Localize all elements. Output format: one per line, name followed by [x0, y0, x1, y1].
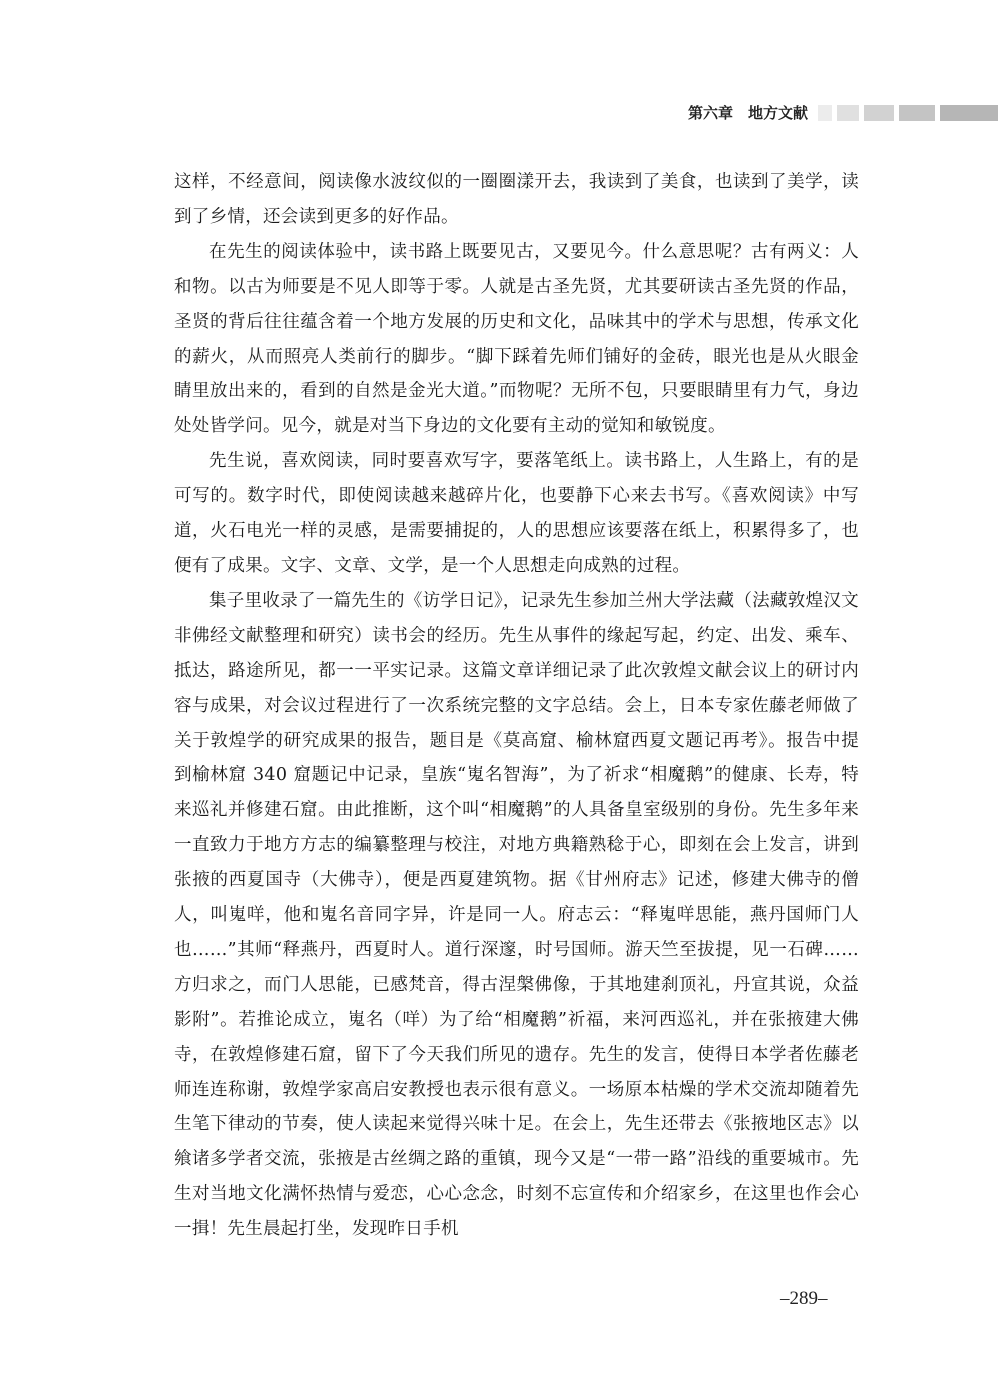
paragraph: 集子里收录了一篇先生的《访学日记》，记录先生参加兰州大学法藏（法藏敦煌汉文非佛经文献整理和研究）读书会的经历。先生从事件的缘起写起，约定、出发、乘车、抵达，路途所见，都一一平实记录。这篇文章详细记录了此次敦煌文献会议上的研讨内容与成果，对会议过程进行了一次系统完整的文字总结。会上，日本专家佐藤老师做了关于敦煌学的研究成果的报告，题目是《莫高窟、榆林窟西夏文题记再考》。报告中提到榆林窟 340 窟题记中记录，皇族“嵬名智海”，为了祈求“相魔鹅”的健康、长寿，特来巡礼并修建石窟。由此推断，这个叫“相魔鹅”的人具备皇室级别的身份。先生多年来一直致力于地方方志的编纂整理与校注，对地方典籍熟稔于心，即刻在会上发言，讲到张掖的西夏国寺（大佛寺），便是西夏建筑物。据《甘州府志》记述，修建大佛寺的僧人，叫嵬咩，他和嵬名音同字异，许是同一人。府志云：“释嵬咩思能，燕丹国师门人也……”其师“释燕丹，西夏时人。道行深邃，时号国师。游天竺至拔提，见一石碑……方归求之，而门人思能，已感梵音，得古涅槃佛像，于其地建刹顶礼，丹宣其说，众益影附”。若推论成立，嵬名（咩）为了给“相魔鹅”祈福，来河西巡礼，并在张掖建大佛寺，在敦煌修建石窟，留下了今天我们所见的遗存。先生的发言，使得日本学者佐藤老师连连称谢，敦煌学家高启安教授也表示很有意义。一场原本枯燥的学术交流却随着先生笔下律动的节奏，使人读起来觉得兴味十足。在会上，先生还带去《张掖地区志》以飨诸多学者交流，张掖是古丝绸之路的重镇，现今又是“一带一路”沿线的重要城市。先生对当地文化满怀热情与爱恋，心心念念，时刻不忘宣传和介绍家乡，在这里也作会心一揖！先生晨起打坐，发现昨日手机 [174, 590, 859, 1240]
header-decoration-bars [818, 105, 998, 121]
header-bar [818, 105, 832, 121]
header-bar [864, 105, 894, 121]
body-text [174, 165, 859, 1247]
header-bar [837, 105, 859, 121]
header-bar [940, 105, 998, 121]
page-number: –289– [780, 1288, 828, 1309]
chapter-title: 第六章 地方文献 [687, 104, 808, 122]
running-header [0, 101, 1000, 125]
paragraph-continuation: 这样，不经意间，阅读像水波纹似的一圈圈漾开去，我读到了美食，也读到了美学，读到了乡情，还会读到更多的好作品。 [174, 172, 859, 227]
header-bar [899, 105, 935, 121]
paragraph: 在先生的阅读体验中，读书路上既要见古，又要见今。什么意思呢？古有两义：人和物。以古为师要是不见人即等于零。人就是古圣先贤，尤其要研读古圣先贤的作品，圣贤的背后往往蕴含着一个地方发展的历史和文化，品味其中的学术与思想，传承文化的薪火，从而照亮人类前行的脚步。“脚下踩着先师们铺好的金砖，眼光也是从火眼金睛里放出来的，看到的自然是金光大道。”而物呢？无所不包，只要眼睛里有力气，身边处处皆学问。见今，就是对当下身边的文化要有主动的觉知和敏锐度。 [174, 241, 859, 437]
paragraph: 先生说，喜欢阅读，同时要喜欢写字，要落笔纸上。读书路上，人生路上，有的是可写的。数字时代，即使阅读越来越碎片化，也要静下心来去书写。《喜欢阅读》中写道，火石电光一样的灵感，是需要捕捉的，人的思想应该要落在纸上，积累得多了，也便有了成果。文字、文章、文学，是一个人思想走向成熟的过程。 [174, 451, 859, 576]
